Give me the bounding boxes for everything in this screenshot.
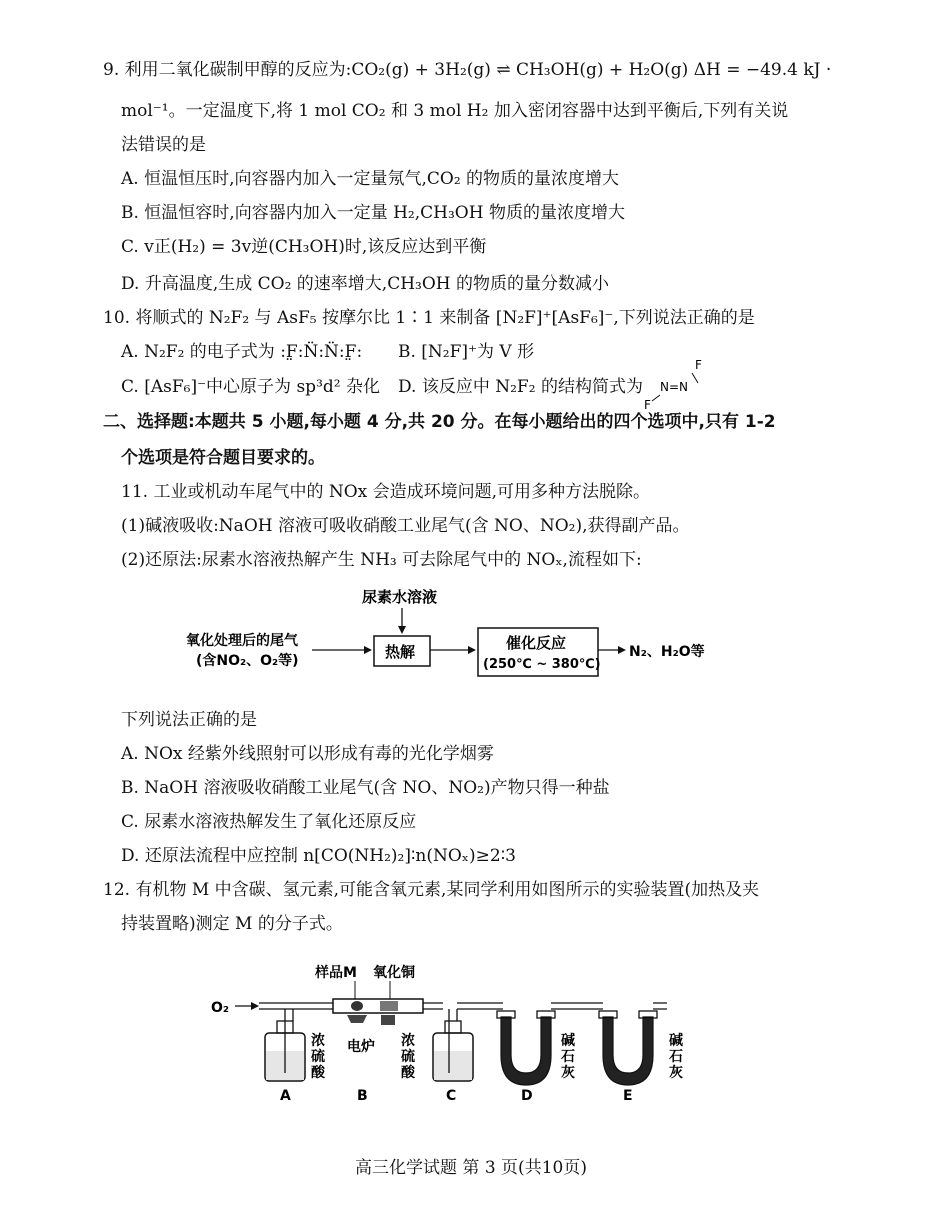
q9-option-a: A. 恒温恒压时,向容器内加入一定量氖气,CO₂ 的物质的量浓度增大 — [121, 169, 620, 189]
flow-left-label-1: 氧化处理后的尾气 — [186, 633, 298, 649]
q9-option-d: D. 升高温度,生成 CO₂ 的速率增大,CH₃OH 的物质的量分数减小 — [121, 274, 610, 294]
page-footer: 高三化学试题 第 3 页(共10页) — [355, 1158, 587, 1178]
combustion-tube-b — [333, 999, 423, 1013]
flow-box-pyrolysis-label: 热解 — [385, 643, 416, 661]
label-b: B — [357, 1088, 368, 1104]
section2-line-1: 二、选择题:本题共 5 小题,每小题 4 分,共 20 分。在每小题给出的四个选项中,只有 1-2 — [103, 412, 776, 432]
o2-label: O₂ — [211, 1000, 230, 1016]
q9-option-c: C. v正(H₂) = 3v逆(CH₃OH)时,该反应达到平衡 — [121, 237, 487, 257]
label-e: E — [623, 1088, 633, 1104]
q11-option-b: B. NaOH 溶液吸收硝酸工业尾气(含 NO、NO₂)产物只得一种盐 — [121, 778, 610, 798]
q9-option-b: B. 恒温恒容时,向容器内加入一定量 H₂,CH₃OH 物质的量浓度增大 — [121, 203, 625, 223]
label-a: A — [280, 1088, 291, 1104]
flow-box-catalysis-label-1: 催化反应 — [506, 634, 567, 652]
acid-a-2: 硫 — [311, 1049, 325, 1065]
struct-nn: N=N — [660, 380, 689, 394]
q11-option-a: A. NOx 经紫外线照射可以形成有毒的光化学烟雾 — [121, 744, 494, 764]
lime-e-1: 碱 — [669, 1033, 683, 1049]
q9-line-1: 9. 利用二氧化碳制甲醇的反应为:CO₂(g) + 3H₂(g) ⇌ CH₃OH(g) + H₂O(g) ΔH = −49.4 kJ · — [103, 60, 832, 80]
flow-box-catalysis-label-2: (250℃ ~ 380℃) — [483, 657, 601, 672]
q12-line-2: 持装置略)测定 M 的分子式。 — [121, 914, 343, 934]
acid-c-2: 硫 — [401, 1049, 415, 1065]
q9-line-3: 法错误的是 — [121, 135, 206, 155]
u-tube-d — [501, 1017, 551, 1085]
q11-part-2: (2)还原法:尿素水溶液热解产生 NH₃ 可去除尾气中的 NOₓ,流程如下: — [121, 550, 642, 570]
flow-left-label-2: (含NO₂、O₂等) — [196, 653, 299, 669]
q11-option-c: C. 尿素水溶液热解发生了氧化还原反应 — [121, 812, 417, 832]
lime-d-1: 碱 — [561, 1033, 575, 1049]
struct-f-bottom: F — [644, 398, 651, 410]
flow-top-label: 尿素水溶液 — [362, 588, 438, 606]
q10-option-a: A. N₂F₂ 的电子式为 :F̤:N̈:N̈:F̤: — [121, 342, 363, 362]
q10-option-b: B. [N₂F]⁺为 V 形 — [398, 342, 535, 362]
acid-a-3: 酸 — [311, 1065, 325, 1081]
section2-line-2: 个选项是符合题目要求的。 — [121, 448, 325, 468]
q12-line-1: 12. 有机物 M 中含碳、氢元素,可能含氧元素,某同学利用如图所示的实验装置(加热及夹 — [103, 880, 760, 900]
q11-ask: 下列说法正确的是 — [121, 710, 257, 730]
q11-option-d: D. 还原法流程中应控制 n[CO(NH₂)₂]∶n(NOₓ)≥2∶3 — [121, 846, 516, 866]
q11-part-1: (1)碱液吸收:NaOH 溶液可吸收硝酸工业尾气(含 NO、NO₂),获得副产品。 — [121, 516, 690, 536]
label-c: C — [446, 1088, 457, 1104]
q11-stem: 11. 工业或机动车尾气中的 NOx 会造成环境问题,可用多种方法脱除。 — [121, 482, 651, 502]
lime-d-3: 灰 — [561, 1065, 575, 1081]
flow-diagram — [180, 580, 740, 690]
struct-f-top: F — [695, 358, 702, 372]
acid-c-1: 浓 — [401, 1033, 415, 1049]
furnace-label: 电炉 — [347, 1039, 375, 1055]
sample-m-label: 样品M — [315, 965, 357, 981]
q10-option-c: C. [AsF₆]⁻中心原子为 sp³d² 杂化 — [121, 377, 380, 397]
cuo-label: 氧化铜 — [373, 965, 415, 981]
flow-right-label: N₂、H₂O等 — [629, 644, 705, 660]
label-d: D — [521, 1088, 533, 1104]
lime-e-2: 石 — [669, 1049, 683, 1065]
q9-line-2: mol⁻¹。一定温度下,将 1 mol CO₂ 和 3 mol H₂ 加入密闭容器中达到平衡后,下列有关说 — [121, 101, 789, 121]
q10-option-d: D. 该反应中 N₂F₂ 的结构简式为 — [398, 377, 643, 397]
acid-a-1: 浓 — [311, 1033, 325, 1049]
n2f2-structure — [640, 355, 720, 410]
q10-stem: 10. 将顺式的 N₂F₂ 与 AsF₅ 按摩尔比 1∶1 来制备 [N₂F]⁺[AsF₆]⁻,下列说法正确的是 — [103, 308, 755, 328]
lime-e-3: 灰 — [669, 1065, 683, 1081]
acid-c-3: 酸 — [401, 1065, 415, 1081]
lime-d-2: 石 — [561, 1049, 575, 1065]
u-tube-e — [603, 1017, 653, 1085]
apparatus-diagram — [205, 955, 705, 1105]
